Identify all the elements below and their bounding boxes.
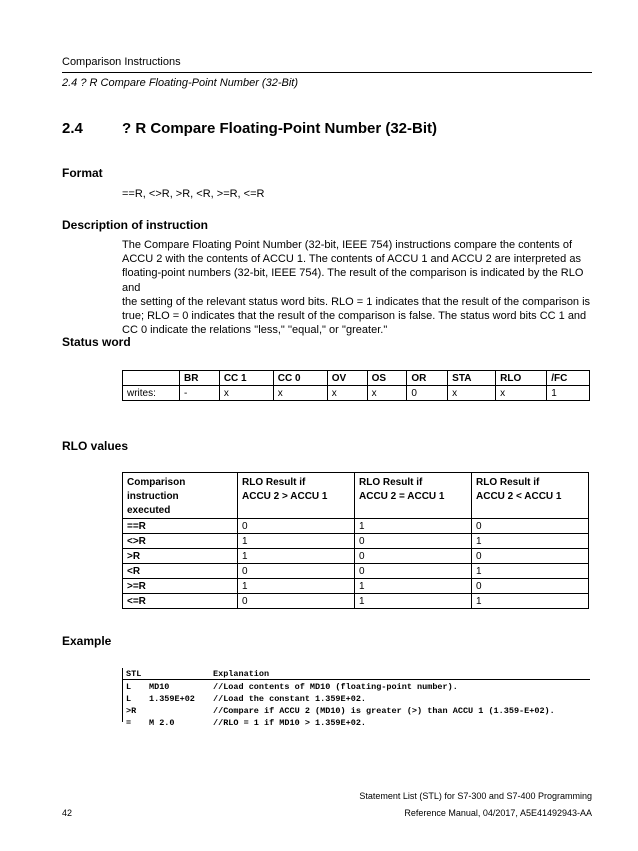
rlo-header-row	[123, 473, 589, 519]
rlo-value-cell: 0	[472, 579, 589, 594]
code-operand: MD10	[149, 682, 170, 692]
rlo-value-cell: 1	[238, 579, 355, 594]
rlo-header-line: RLO Result if	[242, 477, 306, 488]
rlo-row	[123, 534, 589, 549]
description-text	[122, 238, 592, 337]
status-cell: x	[496, 386, 547, 401]
status-cell: RLO	[496, 371, 547, 386]
running-header-chapter: Comparison Instructions	[62, 56, 181, 68]
rlo-value-cell: 0	[238, 564, 355, 579]
status-word-table	[122, 370, 590, 401]
code-header-divider	[122, 679, 590, 680]
rlo-value-cell: 0	[472, 549, 589, 564]
rlo-header-line: Comparison instruction	[127, 477, 186, 502]
status-cell: x	[327, 386, 367, 401]
status-cell: x	[367, 386, 407, 401]
running-header-section: 2.4 ? R Compare Floating-Point Number (32-Bit)	[62, 77, 298, 89]
rlo-values-table	[122, 472, 589, 609]
status-cell: CC 1	[219, 371, 273, 386]
footer-manual-edition: Reference Manual, 04/2017, A5E41492943-AA	[404, 808, 592, 818]
rlo-value-cell: 1	[355, 519, 472, 534]
status-word-header-row	[123, 371, 590, 386]
rlo-header-line: RLO Result if	[359, 477, 423, 488]
status-cell: OV	[327, 371, 367, 386]
rlo-instruction-cell: <>R	[123, 534, 238, 549]
rlo-row	[123, 564, 589, 579]
rlo-value-cell: 0	[355, 564, 472, 579]
rlo-row	[123, 519, 589, 534]
code-header-explanation: Explanation	[213, 669, 270, 679]
status-cell: BR	[180, 371, 220, 386]
rlo-instruction-cell: <=R	[123, 594, 238, 609]
rlo-value-cell: 1	[355, 579, 472, 594]
status-cell: x	[219, 386, 273, 401]
status-cell: OS	[367, 371, 407, 386]
description-line: The Compare Floating Point Number (32-bit, IEEE 754) instructions compare the contents of	[122, 239, 572, 251]
rlo-header-line: RLO Result if	[476, 477, 540, 488]
code-instruction: >R	[126, 706, 137, 716]
rlo-instruction-cell: <R	[123, 564, 238, 579]
rlo-values-heading: RLO values	[62, 439, 129, 453]
code-comment: //Compare if ACCU 2 (MD10) is greater (>) than ACCU 1 (1.359-E+02).	[213, 706, 555, 716]
rlo-value-cell: 0	[355, 549, 472, 564]
rlo-header-cell	[472, 473, 589, 519]
code-instruction: L	[126, 682, 132, 692]
status-word-heading: Status word	[62, 335, 131, 349]
rlo-row	[123, 579, 589, 594]
status-cell: writes:	[123, 386, 180, 401]
rlo-header-line: ACCU 2 > ACCU 1	[242, 491, 328, 502]
rlo-instruction-cell: >R	[123, 549, 238, 564]
section-title: ? R Compare Floating-Point Number (32-Bit)	[122, 120, 437, 137]
page-number: 42	[62, 808, 73, 818]
rlo-header-line: executed	[127, 505, 171, 516]
format-heading: Format	[62, 166, 103, 180]
code-operand: M 2.0	[149, 718, 175, 728]
rlo-row	[123, 594, 589, 609]
description-line: the setting of the relevant status word bits. RLO = 1 indicates that the result of the comparison is	[122, 295, 591, 308]
code-instruction: L	[126, 694, 132, 704]
status-cell: 1	[547, 386, 590, 401]
code-left-border	[122, 668, 123, 722]
rlo-value-cell: 0	[238, 519, 355, 534]
status-word-data-row	[123, 386, 590, 401]
status-cell: OR	[407, 371, 448, 386]
rlo-header-cell	[238, 473, 355, 519]
rlo-instruction-cell: >=R	[123, 579, 238, 594]
rlo-value-cell: 0	[238, 594, 355, 609]
rlo-value-cell: 1	[238, 549, 355, 564]
code-operand: 1.359E+02	[149, 694, 195, 704]
example-heading: Example	[62, 634, 112, 648]
description-line: true; RLO = 0 indicates that the result of the comparison is false. The status word bits CC 1 and	[122, 310, 587, 323]
code-header-stl: STL	[126, 669, 142, 679]
status-cell: 0	[407, 386, 448, 401]
format-text: ==R, <>R, >R, <R, >=R, <=R	[122, 188, 265, 200]
rlo-value-cell: 0	[355, 534, 472, 549]
rlo-instruction-cell: ==R	[123, 519, 238, 534]
section-number: 2.4	[62, 120, 83, 137]
rlo-value-cell: 0	[472, 519, 589, 534]
rlo-header-line: ACCU 2 < ACCU 1	[476, 491, 562, 502]
header-divider	[62, 72, 592, 73]
description-line: ACCU 2 with the contents of ACCU 1. The contents of ACCU 1 and ACCU 2 are interpreted as	[122, 253, 581, 266]
footer-manual-title: Statement List (STL) for S7-300 and S7-400 Programming	[359, 791, 592, 801]
description-heading: Description of instruction	[62, 218, 209, 232]
status-cell: x	[273, 386, 327, 401]
rlo-header-cell	[355, 473, 472, 519]
code-comment: //RLO = 1 if MD10 > 1.359E+02.	[213, 718, 367, 728]
rlo-value-cell: 1	[472, 534, 589, 549]
rlo-value-cell: 1	[472, 594, 589, 609]
code-comment: //Load contents of MD10 (floating-point number).	[213, 682, 458, 692]
status-cell: x	[448, 386, 496, 401]
status-cell	[123, 371, 180, 386]
status-cell: CC 0	[273, 371, 327, 386]
code-instruction: =	[126, 718, 132, 728]
rlo-value-cell: 1	[472, 564, 589, 579]
description-line: CC 0 indicate the relations ''less," ''equal," or ''greater."	[122, 324, 388, 337]
status-cell: -	[180, 386, 220, 401]
description-line: floating-point numbers (32-bit, IEEE 754). The result of the comparison is indicated by the RLO and	[122, 267, 584, 294]
rlo-header-line: ACCU 2 = ACCU 1	[359, 491, 445, 502]
rlo-header-cell	[123, 473, 238, 519]
code-comment: //Load the constant 1.359E+02.	[213, 694, 367, 704]
rlo-row	[123, 549, 589, 564]
rlo-value-cell: 1	[355, 594, 472, 609]
rlo-value-cell: 1	[238, 534, 355, 549]
status-cell: STA	[448, 371, 496, 386]
status-cell: /FC	[547, 371, 590, 386]
